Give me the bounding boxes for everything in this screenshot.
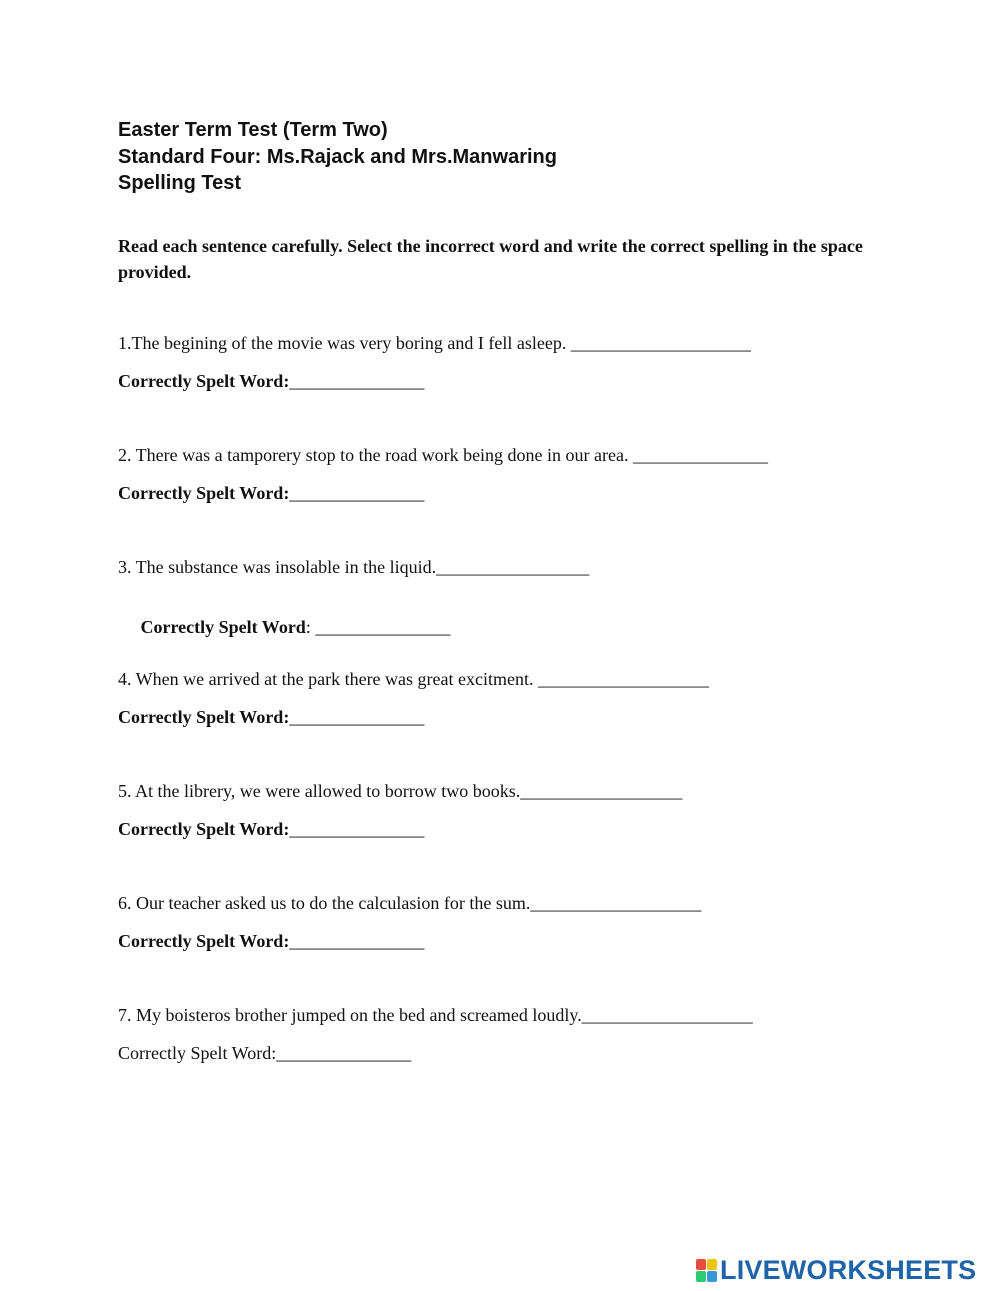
question-6 <box>118 892 918 952</box>
question-2 <box>118 444 918 504</box>
answer-label: Correctly Spelt Word: <box>118 1043 277 1063</box>
answer-line <box>118 706 918 728</box>
answer-line <box>118 930 918 952</box>
question-7 <box>118 1004 918 1064</box>
question-sentence[interactable]: 3. The substance was insolable in the liquid._________________ <box>118 557 590 577</box>
answer-label: Correctly Spelt Word: <box>118 483 290 503</box>
test-subject: Spelling Test <box>118 172 241 194</box>
answer-blank[interactable]: _______________ <box>289 483 425 503</box>
question-1 <box>118 332 918 392</box>
question-sentence[interactable]: 6. Our teacher asked us to do the calculasion for the sum.___________________ <box>118 893 702 913</box>
liveworksheets-logo[interactable] <box>696 1254 976 1286</box>
answer-line <box>118 482 918 504</box>
answer-blank[interactable]: _______________ <box>289 707 425 727</box>
answer-line <box>118 370 918 392</box>
worksheet-header <box>118 117 557 197</box>
logo-text: LIVEWORKSHEETS <box>720 1255 977 1285</box>
answer-blank[interactable]: _______________ <box>289 371 425 391</box>
instructions: Read each sentence carefully. Select the incorrect word and write the correct spelling in the space provided. <box>118 236 863 282</box>
answer-label: Correctly Spelt Word: <box>118 371 290 391</box>
question-4 <box>118 668 918 728</box>
question-sentence[interactable]: 5. At the librery, we were allowed to borrow two books.__________________ <box>118 781 683 801</box>
answer-label: Correctly Spelt Word: <box>118 931 290 951</box>
answer-line <box>118 818 918 840</box>
test-title: Easter Term Test (Term Two) <box>118 119 388 141</box>
answer-line: Correctly Spelt Word: _______________ <box>136 617 451 637</box>
class-teachers: Standard Four: Ms.Rajack and Mrs.Manwaring <box>118 145 557 168</box>
question-sentence[interactable]: 1.The begining of the movie was very boring and I fell asleep. ____________________ <box>118 333 751 353</box>
answer-blank[interactable]: _______________ <box>289 819 425 839</box>
question-sentence[interactable]: 4. When we arrived at the park there was great excitment. ___________________ <box>118 669 709 689</box>
question-sentence[interactable]: 7. My boisteros brother jumped on the bed and screamed loudly.___________________ <box>118 1005 753 1025</box>
answer-label: Correctly Spelt Word: <box>118 707 290 727</box>
question-5 <box>118 780 918 840</box>
answer-blank[interactable]: _______________ <box>310 617 451 637</box>
answer-label: Correctly Spelt Word <box>136 617 306 637</box>
answer-label: Correctly Spelt Word: <box>118 819 290 839</box>
answer-blank[interactable]: _______________ <box>276 1043 412 1063</box>
logo-mark-icon <box>696 1259 717 1282</box>
answer-line <box>118 1042 918 1064</box>
answer-blank[interactable]: _______________ <box>289 931 425 951</box>
question-sentence[interactable]: 2. There was a tamporery stop to the road work being done in our area. _______________ <box>118 445 769 465</box>
question-3 <box>118 556 918 660</box>
